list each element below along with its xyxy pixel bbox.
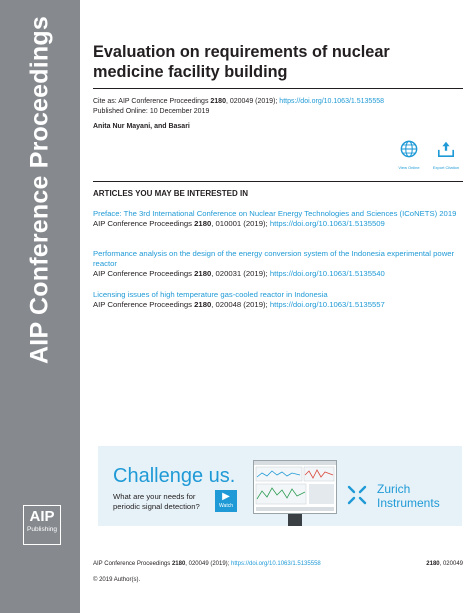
cite-prefix: Cite as: AIP Conference Proceedings (93, 98, 211, 105)
related-article-ref (93, 269, 463, 279)
paper-title: Evaluation on requirements of nuclear medicine facility building (93, 43, 390, 81)
footer-ref-volume: 2180 (171, 561, 186, 567)
view-online-label: View Online (398, 165, 420, 170)
aip-publishing-logo[interactable] (23, 505, 61, 545)
instrument-screen-graphic (254, 461, 336, 513)
cite-volume: 2180 (210, 98, 226, 105)
cite-rest: , 020049 (2019); (225, 98, 280, 105)
logo-text-publishing: Publishing (27, 526, 57, 533)
journal-title: AIP Conference Proceedings (25, 16, 54, 364)
monitor-stand (288, 514, 302, 526)
ref-prefix: AIP Conference Proceedings (93, 219, 195, 228)
ref-volume: 2180 (194, 300, 212, 309)
ad-line-1: What are your needs for (113, 492, 196, 501)
paper-doi-link[interactable]: https://doi.org/10.1063/1.5135558 (279, 98, 384, 105)
ad-headline: Challenge us. (113, 465, 236, 487)
articles-heading: ARTICLES YOU MAY BE INTERESTED IN (93, 189, 248, 198)
export-citation-label: Export Citation (432, 165, 460, 170)
related-article-title[interactable]: Performance analysis on the design of the energy conversion system of the Indonesia experimental power reactor (93, 249, 455, 268)
view-online-button[interactable] (394, 140, 424, 170)
footer-ref-rest: , 020049 (2019); (185, 561, 231, 567)
brand-line-2: Instruments (377, 496, 440, 510)
ad-question (113, 492, 200, 512)
ref-volume: 2180 (194, 219, 212, 228)
ref-rest: , 020048 (2019); (211, 300, 270, 309)
related-article-title[interactable]: Preface: The 3rd International Conference on Nuclear Energy Technologies and Sciences (ICoNETS) 2019 (93, 209, 457, 218)
footer-citation (93, 561, 463, 567)
published-date: Published Online: 10 December 2019 (93, 107, 210, 115)
related-article-doi[interactable]: https://doi.org/10.1063/1.5135509 (269, 219, 385, 228)
globe-icon (400, 140, 418, 158)
related-article (93, 249, 463, 279)
footer-page-number: , 020049 (439, 561, 463, 567)
footer-doi-link[interactable]: https://doi.org/10.1063/1.5135558 (231, 561, 321, 567)
ad-line-2: periodic signal detection? (113, 502, 200, 511)
ref-rest: , 020031 (2019); (211, 269, 270, 278)
footer-page-id (426, 561, 463, 567)
advertisement-banner[interactable] (98, 446, 462, 526)
related-article-doi[interactable]: https://doi.org/10.1063/1.5135540 (269, 269, 385, 278)
zurich-instruments-logo-icon (345, 483, 369, 507)
citation-block (93, 97, 463, 116)
watch-button[interactable] (215, 490, 237, 512)
footer-page-volume: 2180 (426, 561, 440, 567)
related-article (93, 209, 463, 229)
zurich-instruments-brand (377, 482, 440, 510)
copyright: © 2019 Author(s). (93, 577, 141, 583)
ref-prefix: AIP Conference Proceedings (93, 269, 195, 278)
related-article-ref (93, 219, 463, 229)
watch-label: Watch (219, 503, 233, 509)
ref-volume: 2180 (194, 269, 212, 278)
ref-rest: , 010001 (2019); (211, 219, 270, 228)
authors: Anita Nur Mayani, and Basari (93, 123, 190, 130)
export-citation-button[interactable] (431, 140, 461, 170)
monitor-image (253, 460, 337, 514)
related-article-title[interactable]: Licensing issues of high temperature gas-cooled reactor in Indonesia (93, 290, 328, 299)
brand-line-1: Zurich (377, 482, 411, 496)
title-divider (93, 88, 463, 89)
related-article (93, 290, 463, 310)
sidebar (0, 0, 80, 613)
footer-ref-prefix: AIP Conference Proceedings (93, 561, 172, 567)
related-article-doi[interactable]: https://doi.org/10.1063/1.5135557 (269, 300, 385, 309)
articles-divider (93, 181, 463, 182)
export-icon (437, 140, 455, 158)
ref-prefix: AIP Conference Proceedings (93, 300, 195, 309)
citation-line (93, 97, 463, 107)
related-article-ref (93, 300, 463, 310)
logo-text-aip: AIP (29, 508, 55, 525)
play-icon: ▶ (222, 491, 230, 502)
